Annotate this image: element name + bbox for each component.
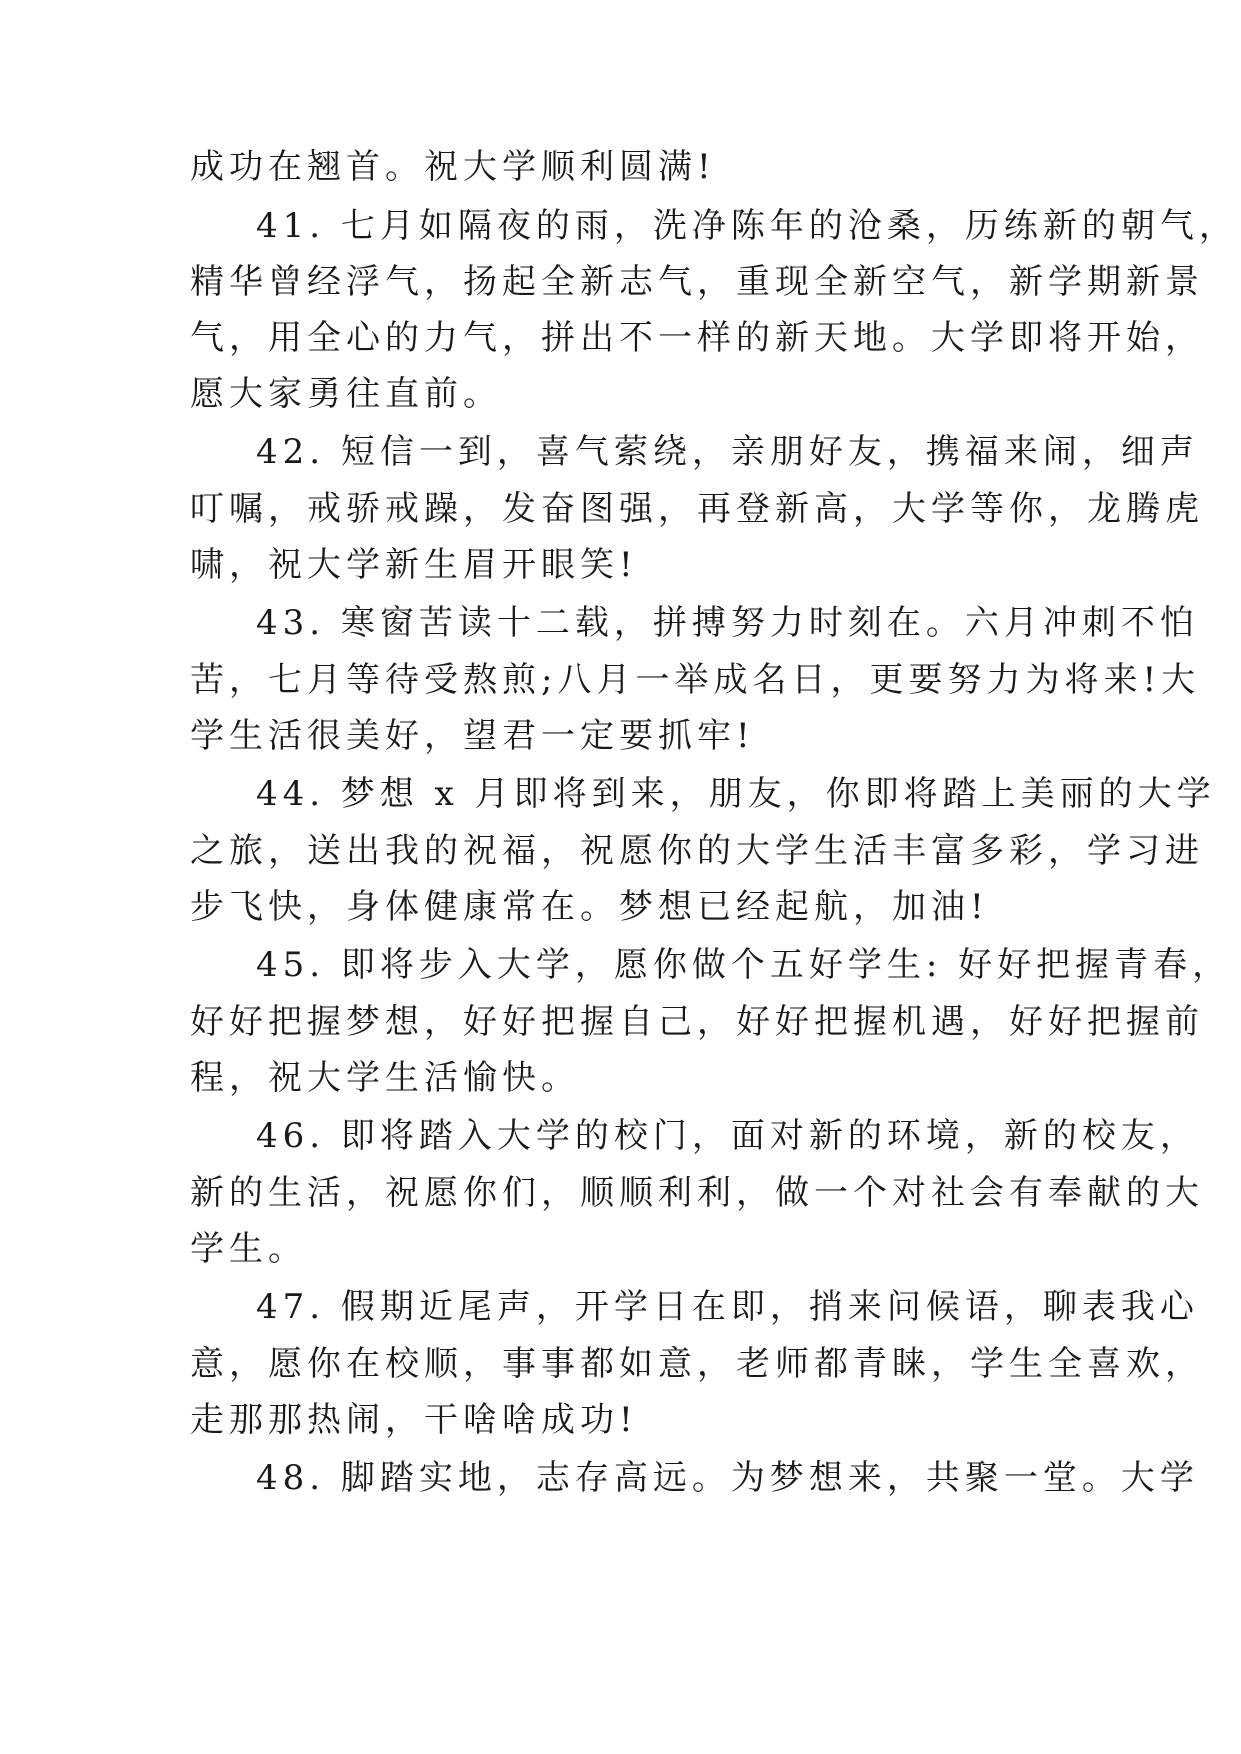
text-line: 走那那热闹，干啥啥成功!	[190, 1400, 638, 1440]
text-line: 气，用全心的力气，拼出不一样的新天地。大学即将开始，	[190, 318, 1204, 358]
text-line: 步飞快，身体健康常在。梦想已经起航，加油!	[190, 887, 989, 927]
text-line: 新的生活，祝愿你们，顺顺利利，做一个对社会有奉献的大	[190, 1173, 1204, 1213]
paragraph-46-line: 46. 即将踏入大学的校门，面对新的环境，新的校友，	[256, 1116, 1199, 1156]
text-line: 愿大家勇往直前。	[190, 374, 502, 414]
text-line: 程，祝大学生活愉快。	[190, 1058, 580, 1098]
paragraph-47-line: 47. 假期近尾声，开学日在即，捎来问候语，聊表我心	[256, 1287, 1199, 1327]
text-line: 学生活很美好，望君一定要抓牢!	[190, 716, 755, 756]
text-line: 成功在翘首。祝大学顺利圆满!	[190, 147, 716, 187]
paragraph-43-line: 43. 寒窗苦读十二载，拼搏努力时刻在。六月冲刺不怕	[256, 603, 1199, 643]
text-line: 之旅，送出我的祝福，祝愿你的大学生活丰富多彩，学习进	[190, 831, 1204, 871]
paragraph-45-line: 45. 即将步入大学，愿你做个五好学生: 好好把握青春，	[256, 945, 1232, 985]
text-line: 苦，七月等待受熬煎;八月一举成名日，更要努力为将来!大	[190, 660, 1201, 700]
text-line: 好好把握梦想，好好把握自己，好好把握机遇，好好把握前	[190, 1002, 1204, 1042]
text-line: 叮嘱，戒骄戒躁，发奋图强，再登新高，大学等你，龙腾虎	[190, 489, 1204, 529]
paragraph-41-line: 41. 七月如隔夜的雨，洗净陈年的沧桑，历练新的朝气，	[256, 206, 1238, 246]
paragraph-42-line: 42. 短信一到，喜气萦绕，亲朋好友，携福来闹，细声	[256, 432, 1199, 472]
text-line: 啸，祝大学新生眉开眼笑!	[190, 545, 638, 585]
text-line: 学生。	[190, 1229, 307, 1269]
text-line: 意，愿你在校顺，事事都如意，老师都青睐，学生全喜欢，	[190, 1344, 1204, 1384]
paragraph-44-line: 44. 梦想 x 月即将到来，朋友，你即将踏上美丽的大学	[256, 774, 1216, 814]
paragraph-48-line: 48. 脚踏实地，志存高远。为梦想来，共聚一堂。大学	[256, 1458, 1199, 1498]
text-line: 精华曾经浮气，扬起全新志气，重现全新空气，新学期新景	[190, 262, 1204, 302]
